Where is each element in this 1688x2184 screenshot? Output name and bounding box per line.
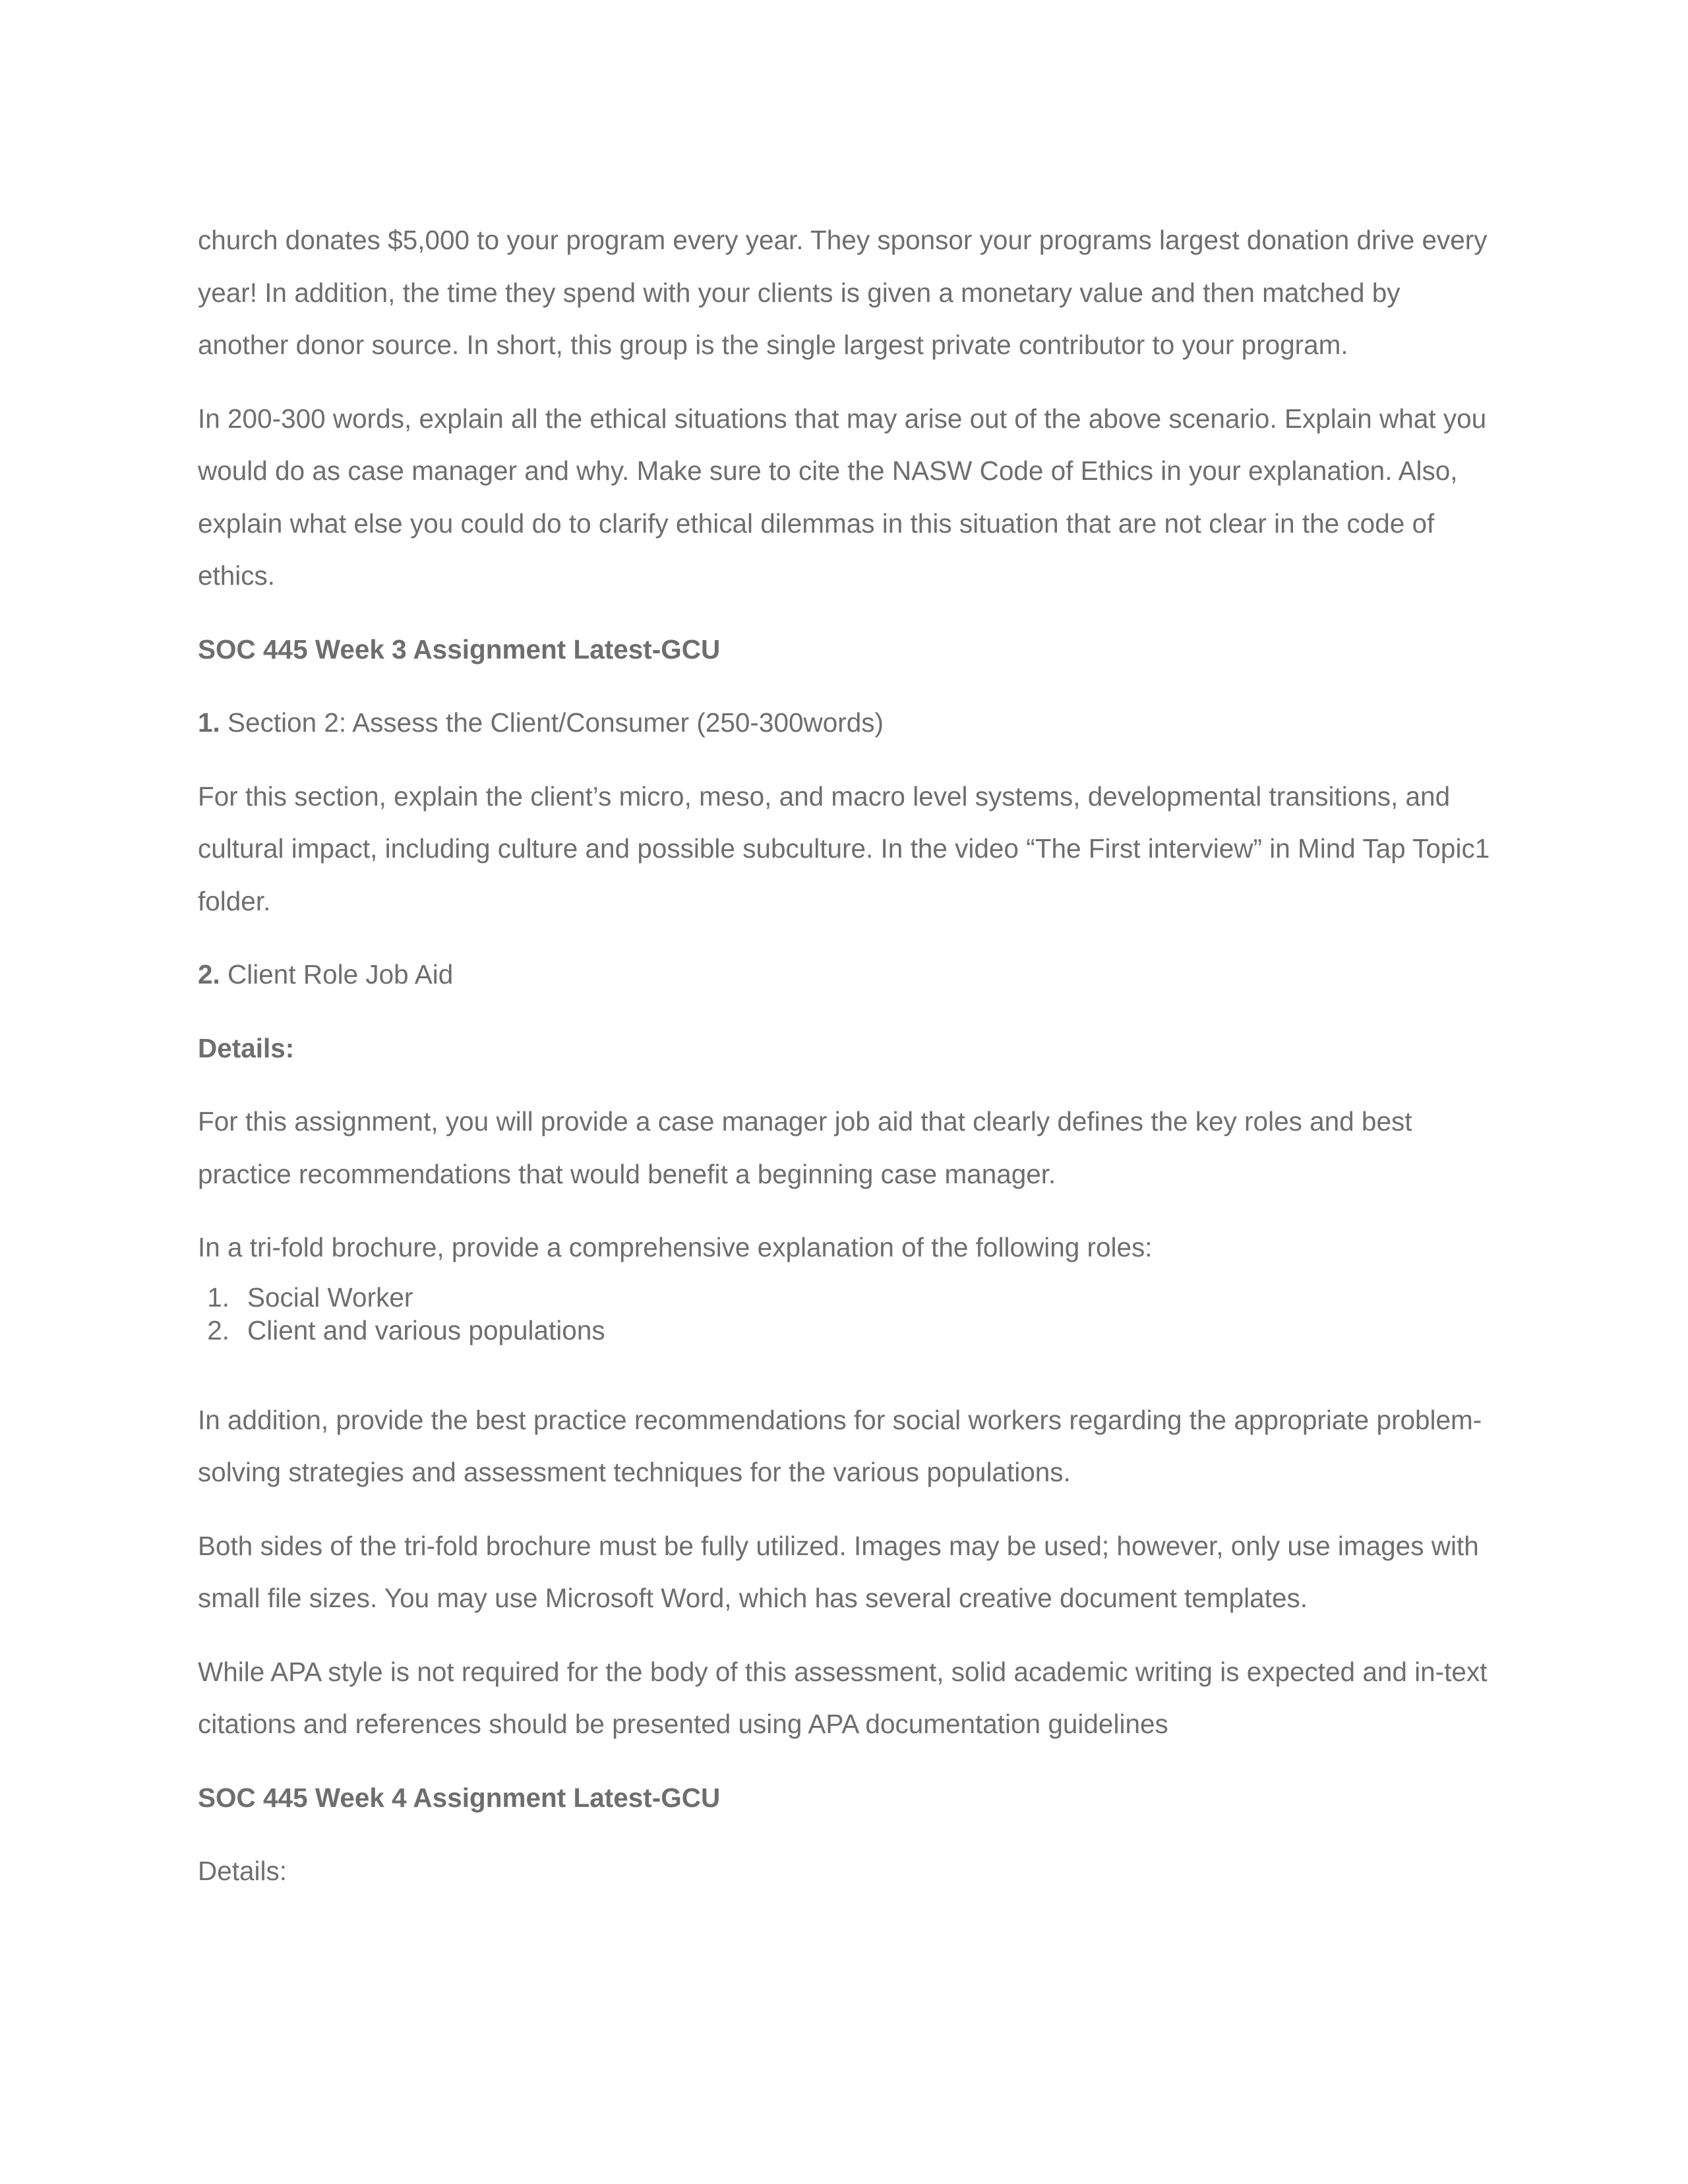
paragraph-donation: church donates $5,000 to your program every year. They sponsor your programs largest donation drive every year! In addition, the time they spend with your clients is given a monetary value and then matched by another donor source. In short, this group is the single largest private contributor to your program.: [198, 225, 1488, 360]
paragraph-apa: While APA style is not required for the body of this assessment, solid academic writing is expected and in-text citations and references should be presented using APA documentation guidelines: [198, 1656, 1488, 1739]
paragraph-trifold-intro: In a tri-fold brochure, provide a comprehensive explanation of the following roles:: [198, 1232, 1153, 1262]
paragraph-job-aid: For this assignment, you will provide a case manager job aid that clearly defines the key roles and best practice recommendations that would benefit a beginning case manager.: [198, 1106, 1412, 1189]
heading-week3: SOC 445 Week 3 Assignment Latest-GCU: [198, 634, 721, 664]
document-body: [198, 214, 1490, 1898]
item-text: Client Role Job Aid: [220, 959, 454, 989]
item-number: 1.: [198, 707, 220, 738]
list-item: [207, 1281, 1490, 1314]
roles-list-block: [198, 1281, 1490, 1347]
heading-week4: SOC 445 Week 4 Assignment Latest-GCU: [198, 1782, 721, 1813]
roles-list: [198, 1281, 1490, 1347]
item-text: Section 2: Assess the Client/Consumer (250-300words): [220, 707, 884, 738]
list-item-text: Social Worker: [247, 1282, 413, 1313]
list-marker: 1.: [207, 1282, 229, 1313]
paragraph-ethics-prompt: In 200-300 words, explain all the ethical situations that may arise out of the above scenario. Explain what you would do as case manager and why. Make sure to cite the NASW Code of Ethics in your explanation. Also, explain what else you could do to clarify ethical dilemmas in this situation that are not clear in the code of ethics.: [198, 403, 1487, 591]
list-marker: 2.: [207, 1314, 229, 1345]
details-label: Details:: [198, 1856, 287, 1886]
item-section2: [198, 697, 1490, 750]
list-item-text: Client and various populations: [247, 1314, 605, 1345]
paragraph-best-practice: In addition, provide the best practice recommendations for social workers regarding the appropriate problem-solving strategies and assessment techniques for the various populations.: [198, 1404, 1482, 1487]
details-heading: Details:: [198, 1032, 295, 1063]
item-number: 2.: [198, 959, 220, 989]
paragraph-brochure-sides: Both sides of the tri-fold brochure must be fully utilized. Images may be used; however, only use images with small file sizes. You may use Microsoft Word, which has several creative document templates.: [198, 1530, 1479, 1613]
list-item: [207, 1314, 1490, 1347]
paragraph-section2-instructions: For this section, explain the client’s micro, meso, and macro level systems, developmental transitions, and cultural impact, including culture and possible subculture. In the video “The First interview” in Mind Tap Topic1 folder.: [198, 781, 1490, 916]
item-client-role: [198, 949, 1490, 1001]
